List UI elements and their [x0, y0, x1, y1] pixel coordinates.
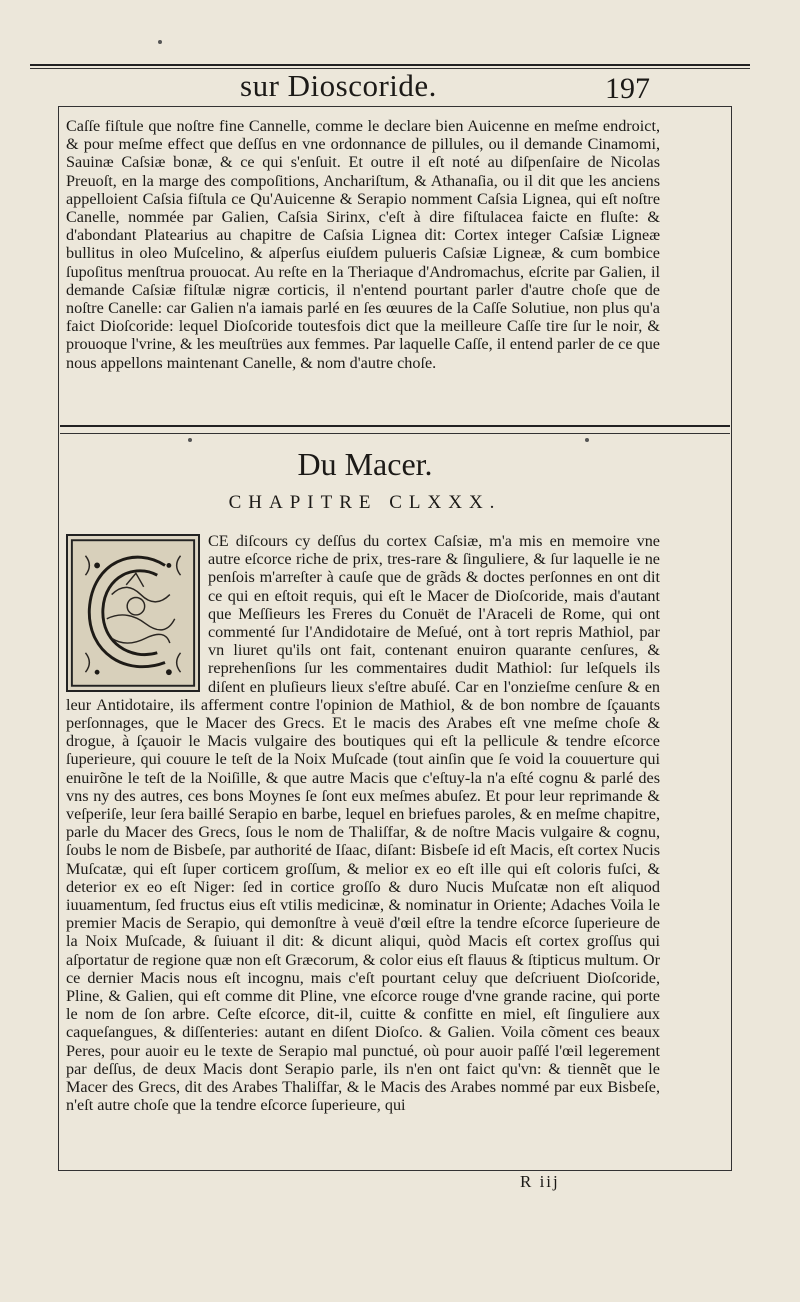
page-number: 197: [605, 72, 650, 105]
header-rule: [58, 106, 732, 107]
page-frame-left: [58, 106, 59, 1170]
chapter-body: [66, 532, 660, 1115]
ink-speck: [158, 40, 162, 44]
ornament-dot: [188, 438, 192, 442]
section-divider: [60, 425, 730, 434]
running-head: sur Dioscoride.: [240, 68, 437, 103]
ornament-dot: [585, 438, 589, 442]
paragraph-text: Caſſe fiſtule que noſtre fine Cannelle, comme le declare bien Auicenne en meſme endroict, & pour meſme effect que deſſus en vne ordonnance de pillules, ou il demande Cinamomi, Sauinæ Caſsiæ bonæ, & ce qui s'enſuit. Et outre il eſt noté au diſpenſaire de Nicolas Preuoſt, en la marge des compoſitions, Anchariſtum, & Athanaſia, ou il dit que les anciens appelloient Caſsia fiſtula ce Qu'Auicenne & Serapio nomment Caſsia Lignea, qui eſt noſtre Canelle, nommée par Galien, Caſsia Sirinx, c'eſt à dire fiſtulacea faicte en fluſte: & d'abondant Platearius au chapitre de Caſsia Lignea dit: Cortex integer Caſsiæ Ligneæ bullitus in oleo Muſcelino, & aſperſus eiuſdem pulueris Caſsiæ Ligneæ, & cum bombice ſupoſitus menſtrua prouocat. Au reſte en la Theriaque d'Andromachus, eſcrite par Galien, il demande Caſsiæ fiſtulæ nigræ corticis, il n'entend pourtant parler d'autre choſe que de noſtre Canelle: car Galien n'a iamais parlé en ſes œuures de la Caſſe Solutiue, non plus qu'a faict Dioſcoride: lequel Dioſcoride toutesfois dict que la meilleure Caſſe tire ſur le noir, & prouoque l'vrine, & les meuſtrües aux femmes. Par laquelle Caſſe, il entend parler de ce que nous appellons maintenant Canelle, & nom d'autre choſe.: [66, 117, 660, 372]
page-frame-right: [731, 106, 732, 1170]
page-frame-bottom: [58, 1170, 732, 1171]
decorated-initial-c-icon: [66, 534, 200, 692]
chapter-text: CE diſcours cy deſſus du cortex Caſsiæ, m'a mis en memoire vne autre eſcorce riche de prix, tres-rare & ſinguliere, & ſur laquelle ie ne penſois m'arreſter à cauſe que de grãds & doctes perſonnes en ont dit ce qui en eſtoit requis, qui eſt le Macer de Dioſcoride, mais d'autant que Meſſieurs les Freres du Conuët de l'Araceli de Rome, qui ont commenté ſur l'Andidotaire de Meſué, ont à tort repris Mathiol, par vn liuret qu'ils ont fait, contenant enuiron quarante cenſures, & reprehenſions ſur les commentaires dudit Mathiol: ſur leſquels ils diſent en pluſieurs lieux s'eſtre abuſé. Car en l'onzieſme cenſure & en leur Antidotaire, ils afferment contre l'opinion de Mathiol, & de bon nombre de ſçauants perſonnages, que le Macer des Grecs. Et le macis des Arabes eſt vne meſme choſe & drogue, à ſçauoir le Macis vulgaire des boutiques qui eſt la pellicule & tendre eſcorce ſuperieure, qui couure le teſt de la Noix Muſcade (tout ainſin que ſe void la couuerture qui enuirõne le teſt de la Noiſille, & que autre Macis que c'eſtuy-la n'a eſté cognu & parlé des vns ny des autres, ces bons Moynes ſe ſont eux meſmes abuſez. Et pour leur reprimande & veſperiſe, leur ſera baillé Serapio en barbe, lequel en briefues paroles, & en meſme chapitre, parle du Macer des Grecs, ſous le nom de Thaliſfar, & de noſtre Macis vulgaire & cognu, ſoubs le nom de Bisbeſe, par authorité de Iſaac, diſant: Bisbeſe id eſt Macis, eſt cortex Nucis Muſcatæ, qui eſt ſuper corticem groſſum, & melior ex eo eſt ille qui eſt coloris fuſci, & deterior ex eo eſt Niger: ſed in cortice groſſo & duro Nucis Muſcatæ non eſt aliquod iuuamentum, ſed fructus eius eſt vtilis medicinæ, & nominatur in Oriente; Adaches Voila le premier Macis de Serapio, qui demonſtre à veuë d'œil eſtre la tendre eſcorce ſuperieure de la Noix Muſcade, & ſuiuant il dit: & dicunt aliqui, quòd Macis eſt cortex groſſus qui aſportatur de regione quæ non eſt Græcorum, & color eius eſt flauus & ſtipticus multum. Or ce dernier Macis nous eſt incognu, mais c'eſt pourtant celuy que deſcriuent Dioſcoride, Pline, & Galien, qui eſt comme dit Pline, vne eſcorce rouge d'vne grande racine, qui porte le nom de ſon arbre. Ceſte eſcorce, dit-il, cuitte & confitte en miel, eſt ſinguliere aux caqueſangues, & diſſenteries: autant en diſent Dioſco. & Galien. Voila cõment ces beaux Peres, pour auoir eu le texte de Serapio mal punctué, où pour auoir paſſé l'œil legerement par deſſus, de deux Macis dont Serapio parle, ils n'en ont faict qu'vn: & tiennẽt que le Macer des Grecs, dit des Arabes Thaliſfar, & le Macis des Arabes nommé par eux Bisbeſe, n'eſt autre choſe que la tendre eſcorce ſuperieure, qui: [66, 532, 660, 1115]
section-title: Du Macer.: [297, 446, 433, 482]
chapter-number: CHAPITRE CLXXX.: [228, 492, 502, 513]
page-frame-top: [30, 64, 750, 66]
continued-paragraph: [66, 117, 660, 372]
signature-mark: R iij: [520, 1172, 560, 1191]
